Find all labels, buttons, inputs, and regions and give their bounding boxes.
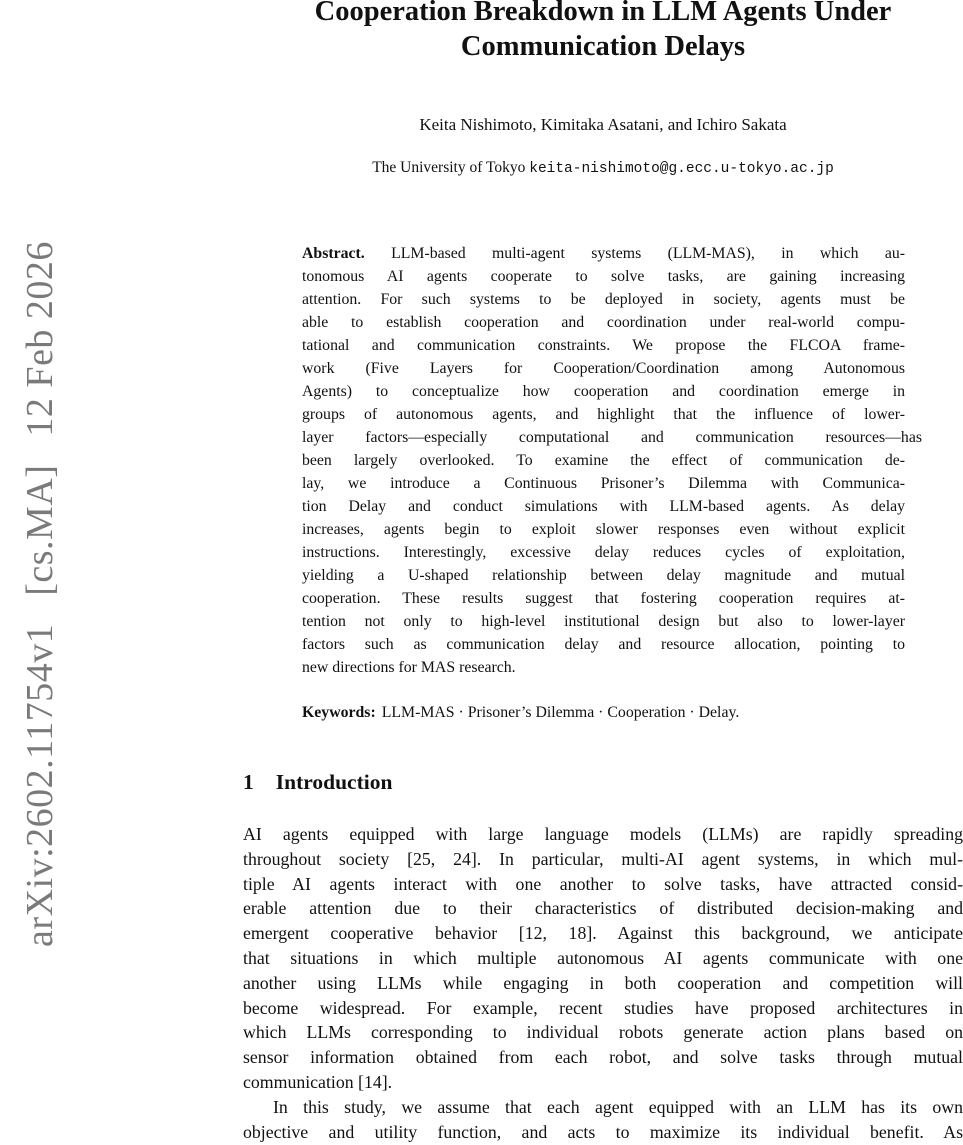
abstract-line: factors such as communication delay and resource allocation, pointing to bbox=[302, 636, 905, 653]
abstract-label: Abstract. bbox=[302, 245, 365, 262]
keywords bbox=[302, 701, 922, 724]
abstract-line: work (Five Layers for Cooperation/Coordination among Autonomous bbox=[302, 360, 905, 377]
body-line: tiple AI agents interact with one another to solve tasks, have attracted consid- bbox=[243, 873, 963, 894]
section-title: Introduction bbox=[275, 770, 393, 794]
abstract-line: new directions for MAS research. bbox=[302, 659, 516, 676]
body-line: become widespread. For example, recent studies have proposed architectures in bbox=[243, 997, 963, 1018]
abstract-line: cooperation. These results suggest that fostering cooperation requires at- bbox=[302, 590, 905, 607]
body-line: sensor information obtained from each robot, and solve tasks through mutual bbox=[243, 1047, 963, 1068]
abstract-line: groups of autonomous agents, and highlight that the influence of lower- bbox=[302, 406, 905, 423]
abstract-line: tational and communication constraints. We propose the FLCOA frame- bbox=[302, 337, 905, 354]
title-line: Communication Delays bbox=[460, 31, 746, 62]
body-line: In this study, we assume that each agent equipped with an LLM has its own bbox=[273, 1096, 963, 1117]
section-heading bbox=[243, 768, 392, 796]
abstract-line: Agents) to conceptualize how cooperation and coordination emerge in bbox=[302, 383, 905, 400]
abstract-line: layer factors—especially computational and communication resources—has bbox=[302, 429, 922, 446]
title-line: Cooperation Breakdown in LLM Agents Under bbox=[314, 0, 892, 27]
body-line: communication [14]. bbox=[243, 1071, 393, 1092]
abstract-line: lay, we introduce a Continuous Prisoner’s Dilemma with Communica- bbox=[302, 475, 905, 492]
body-line: objective and utility function, and acts to maximize its individual benefit. As bbox=[243, 1121, 963, 1142]
body-line: that situations in which multiple autonomous AI agents communicate with one bbox=[243, 947, 963, 968]
arxiv-id: arXiv:2602.11754v1 bbox=[19, 623, 61, 947]
abstract-line: tonomous AI agents cooperate to solve tasks, are gaining increasing bbox=[302, 268, 905, 285]
abstract-line: able to establish cooperation and coordination under real-world compu- bbox=[302, 314, 905, 331]
body-line: erable attention due to their characteristics of distributed decision-making and bbox=[243, 898, 963, 919]
abstract-line: attention. For such systems to be deployed in society, agents must be bbox=[302, 291, 905, 308]
abstract-line: tention not only to high-level institutional design but also to lower-layer bbox=[302, 613, 905, 630]
abstract-line: increases, agents begin to exploit slower responses even without explicit bbox=[302, 521, 905, 538]
section-number: 1 bbox=[243, 770, 254, 794]
body-line: throughout society [25, 24]. In particular, multi-AI agent systems, in which mul- bbox=[243, 848, 963, 869]
abstract-first-line: LLM-based multi-agent systems (LLM-MAS), in which au- bbox=[391, 245, 905, 262]
introduction-body bbox=[243, 822, 963, 1144]
body-line: AI agents equipped with large language models (LLMs) are rapidly spreading bbox=[243, 824, 963, 844]
arxiv-category: [cs.MA] bbox=[19, 464, 61, 596]
abstract-line: been largely overlooked. To examine the effect of communication de- bbox=[302, 452, 905, 469]
arxiv-stamp bbox=[18, 223, 62, 947]
abstract-line: yielding a U-shaped relationship between delay magnitude and mutual bbox=[302, 567, 905, 584]
body-line: emergent cooperative behavior [12, 18]. Against this background, we anticipate bbox=[243, 923, 963, 944]
paper-title bbox=[243, 0, 963, 64]
abstract-line: tion Delay and conduct simulations with LLM-based agents. As delay bbox=[302, 498, 905, 515]
abstract-line bbox=[302, 242, 905, 265]
keywords-text: LLM-MAS · Prisoner’s Dilemma · Cooperation · Delay. bbox=[381, 704, 740, 721]
author-email: keita-nishimoto@g.ecc.u-tokyo.ac.jp bbox=[529, 161, 834, 177]
body-line: which LLMs corresponding to individual robots generate action plans based on bbox=[243, 1022, 963, 1043]
body-line: another using LLMs while engaging in both cooperation and competition will bbox=[243, 972, 963, 993]
abstract-line: instructions. Interestingly, excessive delay reduces cycles of exploitation, bbox=[302, 544, 905, 561]
abstract bbox=[302, 242, 922, 679]
institution: The University of Tokyo bbox=[372, 159, 526, 176]
affiliation bbox=[243, 157, 963, 180]
keywords-label: Keywords: bbox=[302, 704, 376, 721]
arxiv-date: 12 Feb 2026 bbox=[19, 241, 61, 437]
authors: Keita Nishimoto, Kimitaka Asatani, and Ichiro Sakata bbox=[419, 115, 787, 134]
